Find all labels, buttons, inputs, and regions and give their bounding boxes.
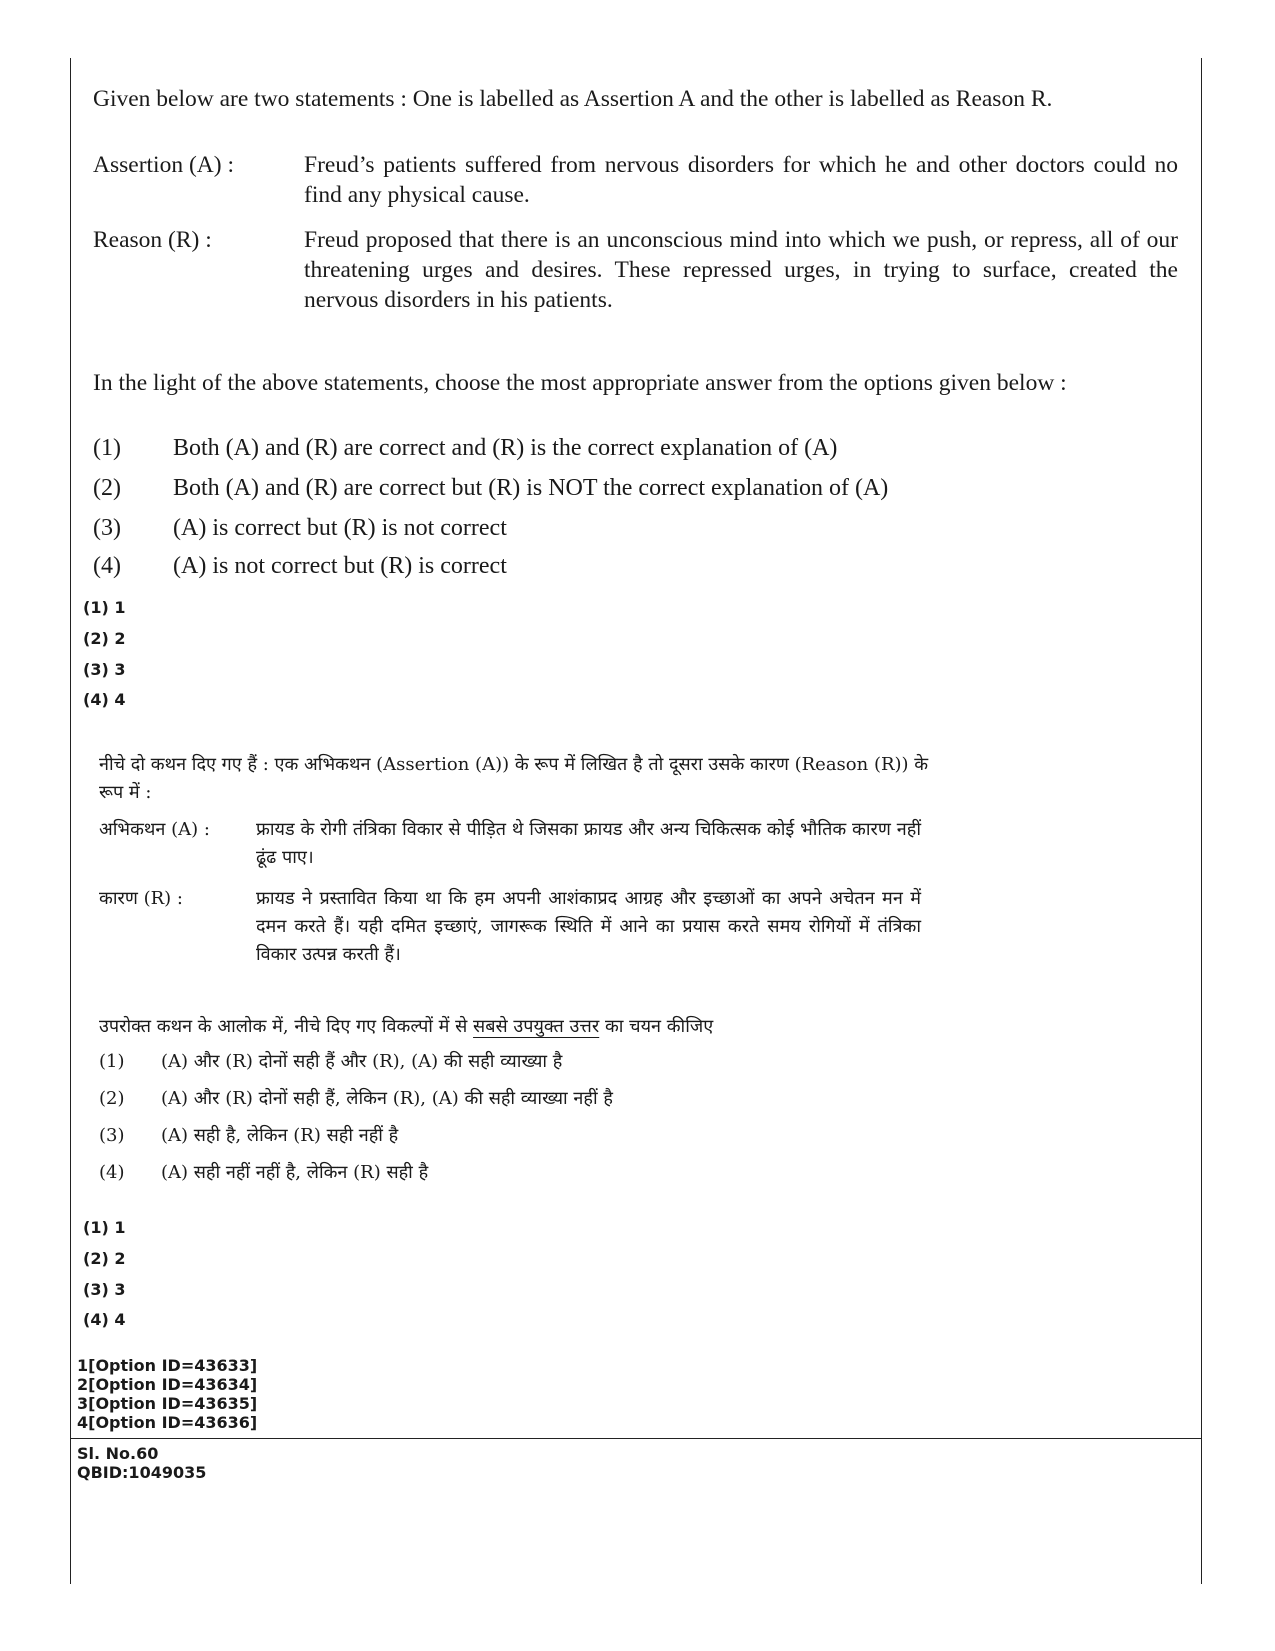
answer-choice-hi-1: (1) 1 bbox=[83, 1218, 126, 1237]
answer-choice-hi-2: (2) 2 bbox=[83, 1249, 126, 1268]
assertion-label-en: Assertion (A) : bbox=[93, 152, 234, 178]
answer-choice-hi-4: (4) 4 bbox=[83, 1310, 126, 1329]
option-number: (2) bbox=[99, 1088, 125, 1109]
option-hi-1 bbox=[99, 1048, 562, 1076]
question-frame bbox=[70, 58, 1202, 1584]
option-number: (1) bbox=[99, 1051, 125, 1072]
option-number: (4) bbox=[99, 1162, 125, 1183]
serial-number: Sl. No.60 bbox=[77, 1444, 159, 1463]
option-text: (A) और (R) दोनों सही हैं, लेकिन (R), (A) की सही व्याख्या नहीं है bbox=[161, 1088, 613, 1109]
option-en-2 bbox=[93, 473, 888, 503]
answer-choice-en-3: (3) 3 bbox=[83, 660, 126, 679]
option-text: (A) is not correct but (R) is correct bbox=[173, 553, 507, 579]
option-number: (3) bbox=[99, 1125, 125, 1146]
option-number: (4) bbox=[93, 553, 121, 579]
answer-choice-en-4: (4) 4 bbox=[83, 690, 126, 709]
instruction-hi-post: का चयन कीजिए bbox=[599, 1016, 714, 1037]
option-text: Both (A) and (R) are correct but (R) is NOT the correct explanation of (A) bbox=[173, 475, 889, 501]
answer-choice-en-2: (2) 2 bbox=[83, 629, 126, 648]
question-intro-hi: नीचे दो कथन दिए गए हैं : एक अभिकथन (Assertion (A)) के रूप में लिखित है तो दूसरा उसके कारण (Reason (R)) के रूप में : bbox=[99, 754, 929, 803]
option-text: (A) सही नहीं नहीं है, लेकिन (R) सही है bbox=[161, 1162, 429, 1183]
option-text: (A) और (R) दोनों सही हैं और (R), (A) की सही व्याख्या है bbox=[161, 1051, 563, 1072]
instruction-hi bbox=[99, 1013, 949, 1041]
assertion-label-hi: अभिकथन (A) : bbox=[99, 819, 210, 840]
option-id-2: 2[Option ID=43634] bbox=[77, 1375, 258, 1394]
option-text: (A) is correct but (R) is not correct bbox=[173, 515, 507, 541]
option-en-3 bbox=[93, 513, 507, 543]
instruction-hi-underlined: सबसे उपयुक्त उत्तर bbox=[473, 1016, 600, 1037]
option-hi-4 bbox=[99, 1159, 428, 1187]
option-hi-2 bbox=[99, 1085, 613, 1113]
option-number: (1) bbox=[93, 435, 121, 461]
option-en-1 bbox=[93, 433, 837, 463]
reason-text-en: Freud proposed that there is an unconscious mind into which we push, or repress, all of our threatening urges and desires. These repressed urges, in trying to surface, created the nervous disorders in his patients. bbox=[304, 227, 1178, 313]
instruction-en: In the light of the above statements, choose the most appropriate answer from the options given below : bbox=[93, 369, 1067, 396]
option-number: (2) bbox=[93, 475, 121, 501]
reason-text-hi: फ्रायड ने प्रस्तावित किया था कि हम अपनी आशंकाप्रद आग्रह और इच्छाओं का अपने अचेतन मन में दमन करते हैं। यही दमित इच्छाएं, जागरूक स्थिति में आने का प्रयास करते समय रोगियों में तंत्रिका विकार उत्पन्न करती हैं। bbox=[256, 888, 921, 965]
answer-choice-en-1: (1) 1 bbox=[83, 598, 126, 617]
reason-label-hi: कारण (R) : bbox=[99, 888, 183, 909]
option-id-1: 1[Option ID=43633] bbox=[77, 1356, 258, 1375]
question-intro-en: Given below are two statements : One is labelled as Assertion A and the other is labelled as Reason R. bbox=[93, 85, 1053, 112]
option-en-4 bbox=[93, 551, 507, 581]
instruction-hi-pre: उपरोक्त कथन के आलोक में, नीचे दिए गए विकल्पों में से bbox=[99, 1016, 474, 1037]
assertion-text-hi: फ्रायड के रोगी तंत्रिका विकार से पीड़ित थे जिसका फ्रायड और अन्य चिकित्सक कोई भौतिक कारण नहीं ढूंढ पाए। bbox=[256, 819, 921, 868]
option-hi-3 bbox=[99, 1122, 398, 1150]
assertion-text-en: Freud’s patients suffered from nervous disorders for which he and other doctors could no find any physical cause. bbox=[304, 152, 1178, 208]
option-id-4: 4[Option ID=43636] bbox=[77, 1413, 258, 1432]
qbid: QBID:1049035 bbox=[77, 1463, 207, 1482]
reason-label-en: Reason (R) : bbox=[93, 227, 212, 253]
option-number: (3) bbox=[93, 515, 121, 541]
answer-choice-hi-3: (3) 3 bbox=[83, 1280, 126, 1299]
section-divider bbox=[71, 1438, 1201, 1439]
option-text: Both (A) and (R) are correct and (R) is the correct explanation of (A) bbox=[173, 435, 838, 461]
option-id-3: 3[Option ID=43635] bbox=[77, 1394, 258, 1413]
option-text: (A) सही है, लेकिन (R) सही नहीं है bbox=[161, 1125, 399, 1146]
